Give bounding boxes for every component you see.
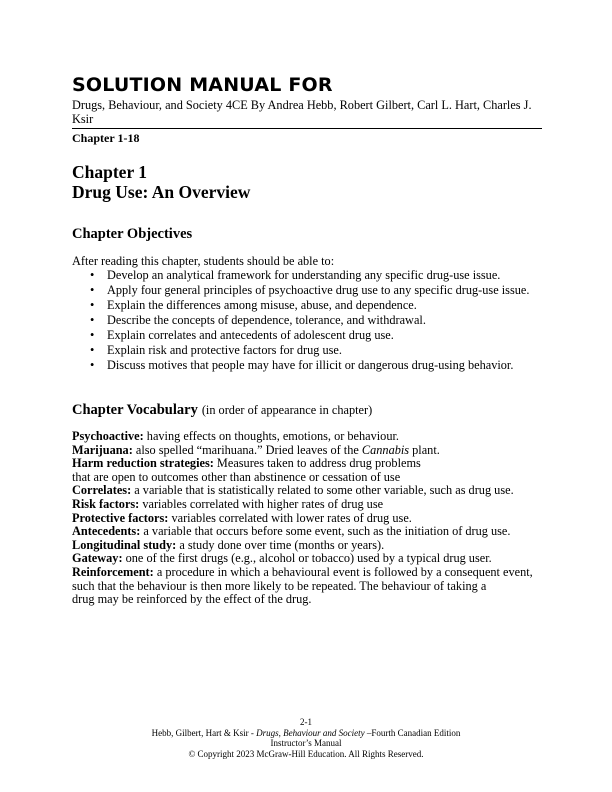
solution-manual-title: SOLUTION MANUAL FOR <box>72 74 333 96</box>
vocab-definition-end: plant. <box>412 442 440 457</box>
vocabulary-heading-note: (in order of appearance in chapter) <box>201 403 373 417</box>
chapter-number: Chapter 1 <box>72 162 148 182</box>
vocab-entry-risk-factors <box>72 498 548 512</box>
footer-authors: Hebb, Gilbert, Hart & Ksir - <box>151 727 254 738</box>
page-footer <box>0 717 612 759</box>
footer-manual: Instructor’s Manual <box>270 738 342 749</box>
vocab-term: Protective factors: <box>72 510 169 525</box>
vocab-entry-gateway <box>72 552 548 566</box>
vocab-definition-italic: Cannabis <box>361 442 410 457</box>
chapter-range: Chapter 1-18 <box>72 131 140 145</box>
vocab-term: Longitudinal study: <box>72 537 177 552</box>
vocab-continuation: drug may be reinforced by the effect of the drug. <box>72 592 312 607</box>
book-citation <box>72 98 540 126</box>
vocabulary-list <box>72 430 548 607</box>
vocab-term: Correlates: <box>72 483 132 498</box>
vocab-entry-longitudinal-study <box>72 539 548 553</box>
objective-item: • Discuss motives that people may have for illicit or dangerous drug-using behavior. <box>88 358 548 373</box>
vocab-term: Risk factors: <box>72 496 140 511</box>
vocab-term: Marijuana: <box>72 442 133 457</box>
page-number: 2-1 <box>300 717 312 727</box>
objective-item: • Explain correlates and antecedents of adolescent drug use. <box>88 328 548 343</box>
vocab-continuation: that are open to outcomes other than abstinence or cessation of use <box>72 469 401 484</box>
vocab-term: Gateway: <box>72 551 123 566</box>
vocab-definition: a variable that occurs before some event, such as the initiation of drug use. <box>143 524 511 539</box>
objective-item: • Apply four general principles of psychoactive drug use to any specific drug-use issue. <box>88 283 548 298</box>
vocabulary-heading-title: Chapter Vocabulary <box>72 402 198 418</box>
vocab-definition: variables correlated with higher rates of drug use <box>142 496 384 511</box>
vocab-term: Psychoactive: <box>72 429 144 443</box>
vocab-term: Harm reduction strategies: <box>72 456 214 471</box>
vocab-definition: one of the first drugs (e.g., alcohol or tobacco) used by a typical drug user. <box>125 551 492 566</box>
vocab-definition: having effects on thoughts, emotions, or behaviour. <box>146 429 399 443</box>
vocab-term: Reinforcement: <box>72 564 154 579</box>
footer-citation <box>0 728 612 739</box>
objective-item: • Develop an analytical framework for understanding any specific drug-use issue. <box>88 268 548 283</box>
vocab-definition: Measures taken to address drug problems <box>216 456 421 471</box>
book-citation-line-1: Drugs, Behaviour, and Society 4CE By Andrea Hebb, Robert Gilbert, Carl L. Hart, Charles J. <box>72 98 532 112</box>
vocabulary-heading <box>72 401 372 419</box>
vocab-entry-correlates <box>72 484 548 498</box>
vocab-definition: variables correlated with lower rates of drug use. <box>171 510 412 525</box>
vocab-entry-marijuana <box>72 444 548 458</box>
objective-item: • Describe the concepts of dependence, tolerance, and withdrawal. <box>88 313 548 328</box>
objective-item: • Explain the differences among misuse, abuse, and dependence. <box>88 298 548 313</box>
vocab-entry-antecedents <box>72 525 548 539</box>
objectives-list <box>88 268 548 373</box>
vocab-definition: also spelled “marihuana.” Dried leaves of the <box>135 442 359 457</box>
vocab-definition: a study done over time (months or years). <box>179 537 385 552</box>
vocab-entry-protective-factors <box>72 512 548 526</box>
vocab-continuation: such that the behaviour is then more likely to be repeated. The behaviour of taking a <box>72 578 487 593</box>
vocab-term: Antecedents: <box>72 524 141 539</box>
objectives-heading: Chapter Objectives <box>72 226 193 242</box>
chapter-heading <box>72 162 250 202</box>
objectives-intro: After reading this chapter, students should be able to: <box>72 254 335 268</box>
book-citation-line-2: Ksir <box>72 112 94 126</box>
vocab-entry-harm-reduction <box>72 457 548 471</box>
footer-book-title: Drugs, Behaviour and Society <box>256 727 365 738</box>
objective-item: • Explain risk and protective factors for drug use. <box>88 343 548 358</box>
vocab-entry-psychoactive <box>72 430 548 444</box>
header-divider <box>72 128 542 129</box>
chapter-title: Drug Use: An Overview <box>72 182 251 202</box>
footer-edition: –Fourth Canadian Edition <box>366 727 461 738</box>
footer-copyright: © Copyright 2023 McGraw-Hill Education. All Rights Reserved. <box>188 748 424 759</box>
vocab-definition: a variable that is statistically related to some other variable, such as drug use. <box>134 483 514 498</box>
vocab-definition: a procedure in which a behavioural event is followed by a consequent event, <box>156 564 533 579</box>
vocab-entry-reinforcement <box>72 566 548 580</box>
